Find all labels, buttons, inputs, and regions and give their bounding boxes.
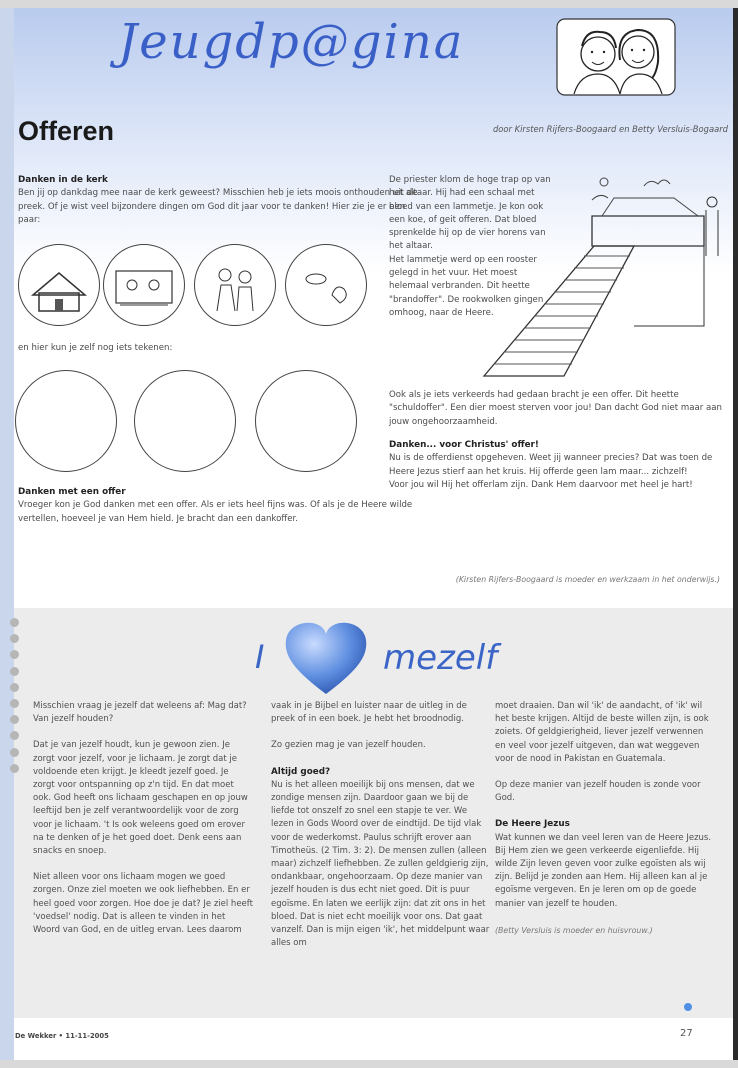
heart-icon bbox=[284, 620, 368, 696]
column-block bbox=[495, 818, 713, 910]
column-paragraph: Wat kunnen we dan veel leren van de Heere Jezus. Bij Hem zien we geen verkeerde eigenliefde. Hij wilde Zijn leven geven voor zulke egoïsten als wij zijn. Belijd je zonden aan Hem. Hij alleen kan al je egoïsme vergeven. En je leren om op de goede manier van jezelf te houden. bbox=[495, 832, 712, 909]
section-paragraph: De priester klom de hoge trap op van het altaar. Hij had een schaal met bloed van een lammetje. Je kon ook een koe, of geit offeren. Dat bloed sprenkelde hij op de vier horens van het altaar. bbox=[389, 175, 551, 252]
magazine-page bbox=[0, 8, 733, 1060]
section-heading: Danken... voor Christus' offer! bbox=[389, 440, 539, 450]
portrait-illustration bbox=[556, 18, 676, 96]
title-mezelf: mezelf bbox=[383, 638, 498, 678]
section-paragraph: Voor jou wil Hij het offerlam zijn. Dank Hem daarvoor met heel je hart! bbox=[389, 479, 693, 490]
section-heading: Danken in de kerk bbox=[18, 175, 108, 185]
end-dot-icon bbox=[684, 1003, 692, 1011]
masthead: Jeugdp@gina bbox=[118, 14, 465, 70]
section-christus-offer bbox=[389, 439, 727, 492]
byline: door Kirsten Rijfers-Boogaard en Betty Versluis-Bogaard bbox=[492, 124, 728, 134]
column-paragraph: moet draaien. Dan wil 'ik' de aandacht, of 'ik' wil het beste krijgen. Altijd de beste willen zijn, is ook zoiets. Of geldgierigheid, liever jezelf verwennen en veel voor jezelf uitgeven, dan wat weggeven voor de nood in Pakistan en Guatemala. bbox=[495, 701, 709, 764]
section-schuldoffer bbox=[389, 389, 727, 429]
column-3 bbox=[495, 700, 713, 950]
drawing-house-icon bbox=[18, 244, 100, 326]
column-paragraph: Misschien vraag je jezelf dat weleens af: Mag dat? Van jezelf houden? bbox=[33, 701, 247, 725]
altar-stairs-illustration bbox=[474, 176, 724, 381]
section-heading: Danken met een offer bbox=[18, 487, 126, 497]
column-paragraph: Dat je van jezelf houdt, kun je gewoon zien. Je zorgt voor jezelf, voor je lichaam. Je zorgt dat je voldoende eten krijgt. Je kleedt jezelf goed. Je zorgt voor ontspanning op z'n tijd. En dat moet ook. God heeft ons lichaam geschapen en op jouw leeftijd ben je zelf verantwoordelijk voor de zorg voor je lichaam. 't Is ook weleens goed om erover na te denken of je het goed doet. Denk eens aan snacks en snoep. bbox=[33, 740, 248, 857]
section-danken-met-een-offer bbox=[18, 486, 418, 526]
drawing-nature-icon bbox=[285, 244, 367, 326]
column-1 bbox=[33, 700, 253, 950]
column-paragraph: vaak in je Bijbel en luister naar de uitleg in de preek of in een boek. Je hebt het broodnodig. bbox=[271, 701, 467, 725]
column-heading: Altijd goed? bbox=[271, 766, 331, 777]
page-number: 27 bbox=[680, 1028, 693, 1039]
spiral-rings bbox=[6, 618, 28, 788]
empty-drawing-circle bbox=[15, 370, 117, 472]
author-footnote: (Betty Versluis is moeder en huisvrouw.) bbox=[495, 925, 653, 935]
section-tekenen bbox=[18, 342, 418, 355]
section-paragraph: Ook als je iets verkeerds had gedaan bracht je een offer. Dit heette "schuldoffer". Een dier moest sterven voor jou! Dan dacht God niet maar aan jouw ongehoorzaamheid. bbox=[389, 390, 722, 427]
page-edge bbox=[733, 8, 738, 1060]
left-gutter bbox=[0, 8, 14, 1060]
column-paragraph: Zo gezien mag je van jezelf houden. bbox=[271, 740, 426, 751]
footer-publication: De Wekker • 11-11-2005 bbox=[15, 1032, 109, 1040]
drawing-people-icon bbox=[194, 244, 276, 326]
column-block bbox=[271, 766, 491, 951]
column-paragraph: Op deze manier van jezelf houden is zonde voor God. bbox=[495, 780, 701, 804]
column-2 bbox=[271, 700, 491, 963]
drawing-family-icon bbox=[103, 244, 185, 326]
column-paragraph: Nu is het alleen moeilijk bij ons mensen, dat we zondige mensen zijn. Daardoor gaan we bij de liefde tot onszelf zo snel een stapje te ver. We lezen in Gods Woord over de eindtijd. De tijd vlak voor de wederkomst. Paulus schrijft erover aan Timotheüs. (2 Tim. 3: 2). De mensen zullen (alleen maar) zichzelf liefhebben. Ze zullen geldgierig zijn, ondankbaar, ongehoorzaam. Op deze manier van jezelf houden is dus echt niet goed. Dit is puur egoïsme. En laten we eerlijk zijn: dat zit ons in het bloed. Dat is niet echt moeilijk voor ons. Dat gaat vanzelf. Dan is mijn eigen 'ik', het middelpunt waar alles om bbox=[271, 779, 490, 949]
section-paragraph: Nu is de offerdienst opgeheven. Weet jij wanneer precies? Dat was toen de Heere Jezus stierf aan het kruis. Hij offerde geen lam maar... zichzelf! bbox=[389, 453, 713, 477]
section-danken-in-de-kerk bbox=[18, 174, 428, 227]
column-paragraph: Niet alleen voor ons lichaam mogen we goed zorgen. Onze ziel moeten we ook liefhebben. En er heel goed voor zorgen. Hoe doe je dat? Je ziel heeft 'voedsel' nodig. Dat is alleen te vinden in het Woord van God, en de uitleg ervan. Lees daarom bbox=[33, 872, 253, 936]
column-heading: De Heere Jezus bbox=[495, 819, 570, 830]
title-i: I bbox=[255, 638, 265, 676]
section-paragraph: en hier kun je zelf nog iets tekenen: bbox=[18, 343, 173, 353]
empty-drawing-circle bbox=[255, 370, 357, 472]
section-paragraph: Het lammetje werd op een rooster gelegd in het vuur. Het moest helemaal verbranden. Dit heette "brandoffer". De rookwolken gingen omhoog, naar de Heere. bbox=[389, 254, 544, 318]
article-title: Offeren bbox=[18, 116, 115, 146]
author-footnote: (Kirsten Rijfers-Boogaard is moeder en werkzaam in het onderwijs.) bbox=[455, 575, 720, 584]
empty-drawing-circle bbox=[134, 370, 236, 472]
section-paragraph: Vroeger kon je God danken met een offer. Als er iets heel fijns was. Of als je de Heere wilde vertellen, hoeveel je van Hem hield. Je bracht dan een dankoffer. bbox=[18, 500, 413, 524]
section-paragraph: Ben jij op dankdag mee naar de kerk geweest? Misschien heb je iets moois onthouden uit de preek. Of je wist veel bijzondere dingen om God dit jaar voor te danken! Hier zie je er een paar: bbox=[18, 188, 418, 225]
